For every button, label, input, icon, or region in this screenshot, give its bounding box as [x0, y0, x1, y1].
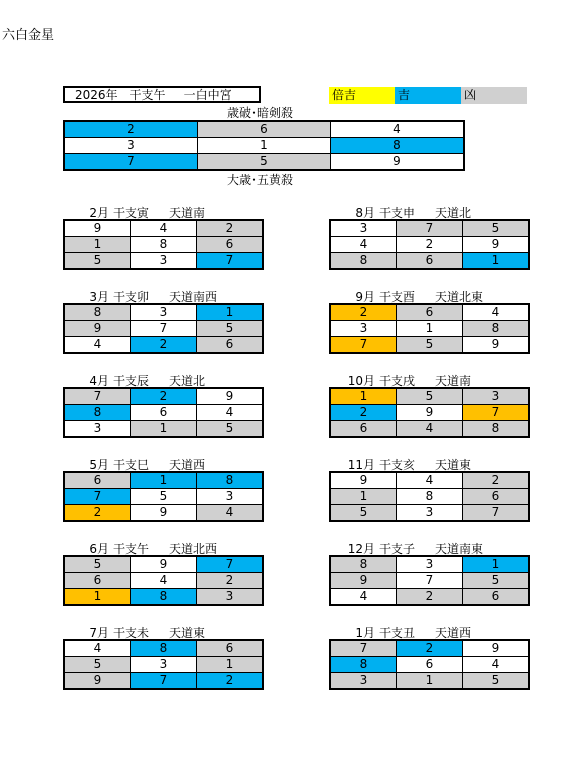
center-star-label: 一白中宮	[183, 88, 232, 102]
grid-cell: 3	[330, 321, 397, 337]
grid-cell: 9	[197, 388, 264, 405]
grid-row	[64, 388, 263, 405]
grid-cell: 2	[330, 405, 397, 421]
grid-row	[64, 657, 263, 673]
grid-cell: 2	[197, 220, 264, 237]
grid-row	[330, 405, 529, 421]
kanshi-label: 干支午	[129, 88, 166, 102]
month-label: 10月	[347, 374, 375, 388]
month-kanshi: 干支子	[379, 542, 416, 556]
month-direction: 天道西	[169, 458, 206, 472]
page-title: 六白金星	[2, 28, 55, 43]
grid-cell: 3	[131, 304, 197, 321]
month-direction-grid	[329, 387, 530, 438]
grid-cell: 8	[131, 640, 197, 657]
grid-row	[330, 589, 529, 606]
grid-row	[330, 237, 529, 253]
month-kanshi: 干支丑	[379, 626, 416, 640]
grid-cell: 4	[397, 421, 463, 438]
grid-cell: 2	[330, 304, 397, 321]
grid-cell: 4	[197, 505, 264, 522]
month-label: 11月	[347, 458, 375, 472]
grid-row	[64, 556, 263, 573]
grid-cell: 3	[64, 421, 131, 438]
grid-cell: 8	[197, 472, 264, 489]
grid-row	[64, 589, 263, 606]
grid-cell: 7	[131, 673, 197, 690]
month-direction: 天道南	[435, 374, 472, 388]
grid-cell: 2	[64, 505, 131, 522]
grid-row	[64, 489, 263, 505]
month-direction-grid	[63, 219, 264, 270]
grid-row	[64, 505, 263, 522]
grid-cell: 1	[131, 421, 197, 438]
month-direction: 天道東	[435, 458, 472, 472]
grid-row	[330, 304, 529, 321]
grid-cell: 6	[463, 589, 530, 606]
month-direction-grid	[329, 303, 530, 354]
month-kanshi: 干支卯	[113, 290, 150, 304]
grid-cell: 6	[197, 237, 264, 253]
grid-cell: 9	[330, 573, 397, 589]
grid-row	[330, 321, 529, 337]
grid-cell: 1	[330, 489, 397, 505]
grid-row	[64, 472, 263, 489]
month-label: 2月	[89, 206, 109, 220]
grid-cell: 7	[197, 253, 264, 270]
grid-row	[330, 472, 529, 489]
month-kanshi: 干支酉	[379, 290, 416, 304]
month-kanshi: 干支巳	[113, 458, 150, 472]
grid-cell: 6	[197, 337, 264, 354]
grid-row	[330, 657, 529, 673]
grid-cell: 2	[397, 589, 463, 606]
grid-cell: 3	[197, 489, 264, 505]
grid-cell: 1	[64, 589, 131, 606]
grid-cell: 5	[397, 337, 463, 354]
grid-cell: 9	[463, 640, 530, 657]
grid-cell: 5	[463, 220, 530, 237]
grid-cell: 6	[397, 253, 463, 270]
grid-cell: 5	[64, 556, 131, 573]
year-header-box	[63, 86, 261, 103]
month-direction: 天道南東	[435, 542, 484, 556]
month-direction-grid	[329, 471, 530, 522]
grid-cell: 7	[397, 220, 463, 237]
grid-cell: 3	[131, 657, 197, 673]
grid-cell: 5	[131, 489, 197, 505]
month-kanshi: 干支戌	[379, 374, 416, 388]
grid-cell: 3	[397, 505, 463, 522]
month-direction-grid	[63, 639, 264, 690]
grid-cell: 8	[331, 138, 465, 154]
grid-row	[330, 573, 529, 589]
grid-row	[330, 640, 529, 657]
grid-cell: 8	[131, 237, 197, 253]
grid-cell: 8	[131, 589, 197, 606]
month-direction: 天道北東	[435, 290, 484, 304]
month-label: 1月	[355, 626, 375, 640]
grid-row	[64, 121, 464, 138]
grid-row	[330, 337, 529, 354]
grid-row	[64, 573, 263, 589]
grid-cell: 9	[397, 405, 463, 421]
grid-row	[64, 421, 263, 438]
grid-cell: 7	[397, 573, 463, 589]
month-direction: 天道南西	[169, 290, 218, 304]
grid-row	[64, 138, 464, 154]
month-label: 4月	[89, 374, 109, 388]
month-direction: 天道北	[169, 374, 206, 388]
month-direction-grid	[63, 471, 264, 522]
grid-cell: 8	[463, 421, 530, 438]
month-direction: 天道北	[435, 206, 472, 220]
year-label: 2026年	[75, 88, 118, 102]
grid-cell: 5	[198, 154, 331, 171]
month-label: 8月	[355, 206, 375, 220]
grid-cell: 9	[64, 220, 131, 237]
grid-cell: 8	[330, 556, 397, 573]
grid-row	[330, 388, 529, 405]
grid-row	[64, 220, 263, 237]
grid-cell: 3	[197, 589, 264, 606]
month-label: 7月	[89, 626, 109, 640]
grid-cell: 7	[64, 388, 131, 405]
grid-cell: 4	[131, 573, 197, 589]
grid-cell: 1	[463, 253, 530, 270]
grid-cell: 4	[397, 472, 463, 489]
grid-cell: 4	[331, 121, 465, 138]
grid-row	[330, 556, 529, 573]
grid-cell: 8	[330, 253, 397, 270]
grid-cell: 2	[197, 673, 264, 690]
grid-cell: 9	[64, 673, 131, 690]
grid-cell: 3	[330, 220, 397, 237]
grid-cell: 7	[463, 405, 530, 421]
grid-cell: 4	[197, 405, 264, 421]
grid-cell: 9	[463, 237, 530, 253]
grid-cell: 4	[64, 337, 131, 354]
month-label: 6月	[89, 542, 109, 556]
grid-cell: 5	[64, 657, 131, 673]
legend-double-lucky: 倍吉	[329, 87, 395, 104]
month-direction: 天道北西	[169, 542, 218, 556]
grid-cell: 2	[463, 472, 530, 489]
grid-cell: 2	[397, 640, 463, 657]
legend-unlucky: 凶	[461, 87, 527, 104]
legend-lucky: 吉	[395, 87, 461, 104]
grid-cell: 4	[330, 589, 397, 606]
grid-cell: 5	[330, 505, 397, 522]
month-direction-grid	[63, 387, 264, 438]
grid-row	[64, 304, 263, 321]
grid-cell: 5	[463, 573, 530, 589]
grid-cell: 6	[198, 121, 331, 138]
grid-cell: 8	[64, 405, 131, 421]
month-label: 3月	[89, 290, 109, 304]
grid-cell: 3	[463, 388, 530, 405]
month-direction: 天道東	[169, 626, 206, 640]
grid-cell: 1	[64, 237, 131, 253]
grid-cell: 9	[131, 505, 197, 522]
grid-cell: 6	[64, 573, 131, 589]
month-direction: 天道南	[169, 206, 206, 220]
grid-cell: 9	[463, 337, 530, 354]
month-direction-grid	[329, 639, 530, 690]
grid-row	[64, 640, 263, 657]
grid-row	[330, 253, 529, 270]
grid-cell: 9	[331, 154, 465, 171]
grid-cell: 4	[463, 304, 530, 321]
grid-cell: 6	[197, 640, 264, 657]
grid-cell: 1	[197, 304, 264, 321]
grid-row	[64, 154, 464, 171]
grid-cell: 6	[64, 472, 131, 489]
grid-cell: 8	[64, 304, 131, 321]
bottom-direction-label: 大歳･五黄殺	[227, 173, 294, 187]
grid-row	[64, 337, 263, 354]
grid-cell: 2	[64, 121, 198, 138]
month-direction-grid	[63, 303, 264, 354]
grid-cell: 1	[397, 673, 463, 690]
grid-cell: 7	[463, 505, 530, 522]
grid-cell: 5	[197, 421, 264, 438]
grid-cell: 8	[463, 321, 530, 337]
month-direction-grid	[63, 555, 264, 606]
grid-row	[330, 673, 529, 690]
grid-cell: 3	[397, 556, 463, 573]
grid-row	[64, 405, 263, 421]
month-direction-grid	[329, 555, 530, 606]
grid-cell: 4	[131, 220, 197, 237]
grid-cell: 8	[330, 657, 397, 673]
grid-cell: 3	[64, 138, 198, 154]
grid-row	[330, 220, 529, 237]
grid-row	[330, 505, 529, 522]
month-kanshi: 干支申	[379, 206, 416, 220]
grid-cell: 6	[463, 489, 530, 505]
grid-cell: 6	[131, 405, 197, 421]
grid-cell: 3	[330, 673, 397, 690]
month-label: 5月	[89, 458, 109, 472]
grid-cell: 6	[330, 421, 397, 438]
grid-cell: 1	[397, 321, 463, 337]
grid-cell: 2	[131, 337, 197, 354]
grid-cell: 5	[64, 253, 131, 270]
year-direction-grid	[63, 120, 465, 171]
grid-row	[64, 321, 263, 337]
month-label: 12月	[347, 542, 375, 556]
grid-row	[330, 421, 529, 438]
grid-cell: 5	[197, 321, 264, 337]
month-direction: 天道西	[435, 626, 472, 640]
grid-cell: 4	[463, 657, 530, 673]
month-kanshi: 干支辰	[113, 374, 150, 388]
grid-cell: 1	[198, 138, 331, 154]
month-kanshi: 干支午	[113, 542, 150, 556]
top-direction-label: 歳破･暗剣殺	[227, 106, 294, 120]
grid-row	[64, 237, 263, 253]
grid-cell: 2	[397, 237, 463, 253]
grid-cell: 7	[330, 640, 397, 657]
grid-cell: 5	[397, 388, 463, 405]
grid-cell: 1	[197, 657, 264, 673]
grid-row	[64, 673, 263, 690]
grid-cell: 8	[397, 489, 463, 505]
grid-cell: 7	[330, 337, 397, 354]
grid-cell: 4	[64, 640, 131, 657]
grid-cell: 3	[131, 253, 197, 270]
grid-cell: 4	[330, 237, 397, 253]
grid-cell: 9	[64, 321, 131, 337]
month-kanshi: 干支寅	[113, 206, 150, 220]
grid-cell: 1	[463, 556, 530, 573]
grid-cell: 6	[397, 657, 463, 673]
grid-cell: 7	[64, 154, 198, 171]
legend	[329, 87, 527, 104]
grid-cell: 1	[330, 388, 397, 405]
grid-row	[330, 489, 529, 505]
grid-cell: 5	[463, 673, 530, 690]
grid-cell: 7	[197, 556, 264, 573]
grid-cell: 6	[397, 304, 463, 321]
month-label: 9月	[355, 290, 375, 304]
grid-row	[64, 253, 263, 270]
month-direction-grid	[329, 219, 530, 270]
grid-cell: 9	[131, 556, 197, 573]
month-kanshi: 干支未	[113, 626, 150, 640]
grid-cell: 1	[131, 472, 197, 489]
grid-cell: 7	[64, 489, 131, 505]
grid-cell: 9	[330, 472, 397, 489]
grid-cell: 7	[131, 321, 197, 337]
month-kanshi: 干支亥	[379, 458, 416, 472]
grid-cell: 2	[131, 388, 197, 405]
grid-cell: 2	[197, 573, 264, 589]
